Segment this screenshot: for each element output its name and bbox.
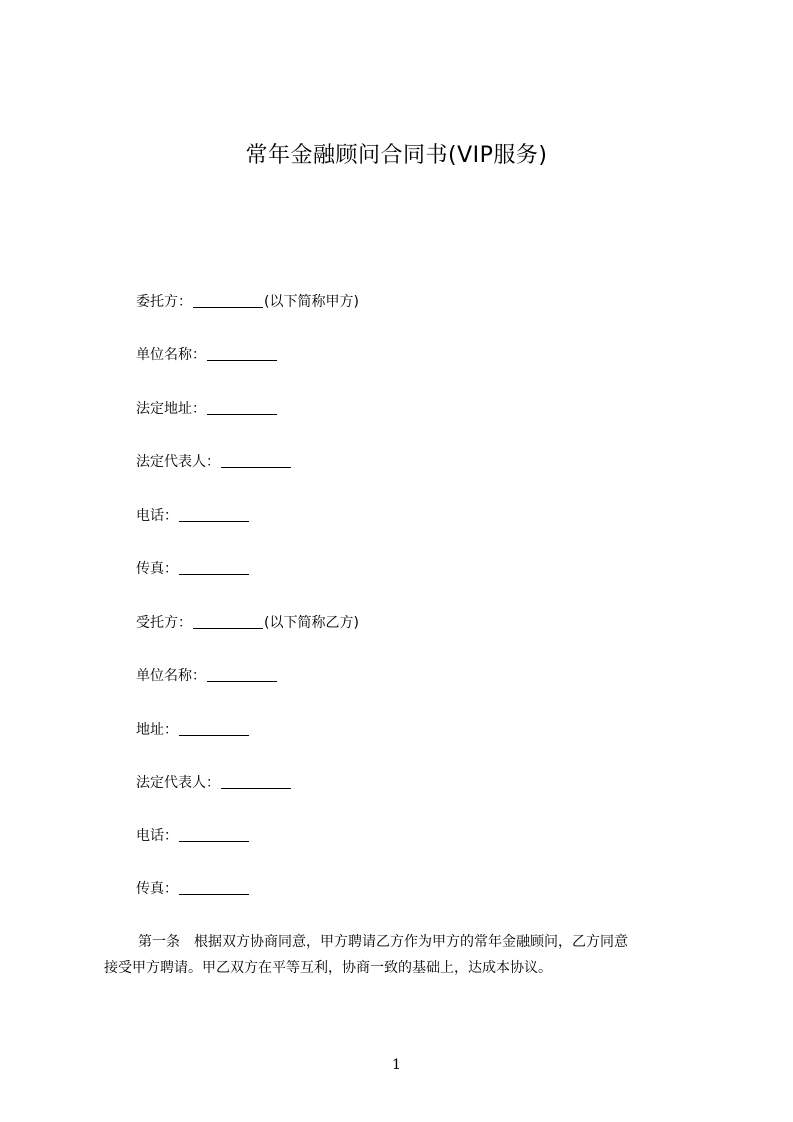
document-title: 常年金融顾问合同书(VIP服务) — [245, 143, 548, 168]
party-a-unit-name-blank — [207, 346, 277, 361]
party-a-legal-address-blank — [207, 400, 277, 415]
party-b-fax-blank — [179, 880, 249, 895]
trustee-label: 受托方： — [136, 615, 192, 631]
party-b-unit-name-blank — [207, 667, 277, 682]
party-b-fax-label: 传真： — [136, 881, 178, 897]
client-label: 委托方： — [136, 294, 192, 310]
party-a-unit-name-field — [136, 343, 278, 367]
article-1-line-2: 接受甲方聘请。甲乙双方在平等互利，协商一致的基础上，达成本协议。 — [104, 960, 552, 976]
party-b-fax-field — [136, 877, 250, 901]
client-field — [136, 290, 359, 314]
client-suffix: (以下简称甲方) — [264, 294, 359, 310]
party-a-phone-field — [136, 504, 250, 528]
article-1-paragraph — [104, 929, 704, 981]
party-b-phone-field — [136, 824, 250, 848]
party-b-unit-name-field — [136, 664, 278, 688]
party-a-fax-blank — [179, 560, 249, 575]
party-b-phone-label: 电话： — [136, 828, 178, 844]
party-a-legal-rep-label: 法定代表人： — [136, 454, 220, 470]
party-b-legal-rep-label: 法定代表人： — [136, 775, 220, 791]
party-a-legal-rep-blank — [221, 453, 291, 468]
party-b-address-field — [136, 718, 250, 742]
party-b-address-label: 地址： — [136, 722, 178, 738]
party-a-legal-address-field — [136, 397, 278, 421]
party-a-phone-label: 电话： — [136, 508, 178, 524]
client-blank — [193, 293, 263, 308]
party-b-address-blank — [179, 721, 249, 736]
party-a-phone-blank — [179, 507, 249, 522]
party-b-legal-rep-blank — [221, 774, 291, 789]
party-b-legal-rep-field — [136, 771, 292, 795]
party-a-legal-address-label: 法定地址： — [136, 401, 206, 417]
party-a-fax-field — [136, 557, 250, 581]
party-b-phone-blank — [179, 827, 249, 842]
party-b-unit-name-label: 单位名称： — [136, 668, 206, 684]
article-1-line-1 — [104, 929, 704, 955]
party-a-legal-rep-field — [136, 450, 292, 474]
trustee-blank — [193, 614, 263, 629]
trustee-suffix: (以下简称乙方) — [264, 615, 359, 631]
page-number: 1 — [392, 1057, 401, 1073]
party-a-unit-name-label: 单位名称： — [136, 347, 206, 363]
article-1-line-1-text: 根据双方协商同意，甲方聘请乙方作为甲方的常年金融顾问，乙方同意 — [194, 934, 628, 950]
trustee-field — [136, 611, 359, 635]
party-a-fax-label: 传真： — [136, 561, 178, 577]
article-1-heading: 第一条 — [138, 934, 180, 950]
